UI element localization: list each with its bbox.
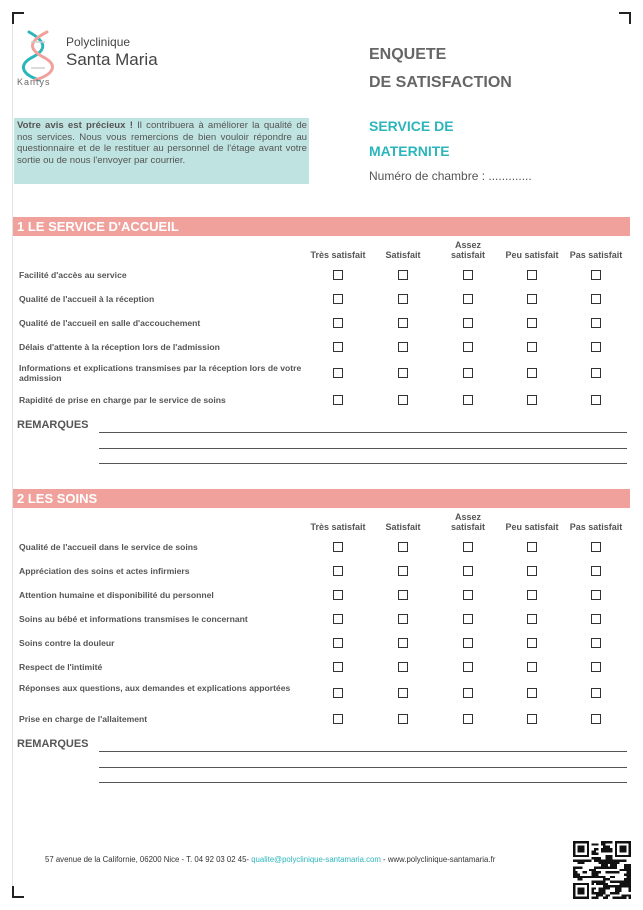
column-header: Pas satisfait (569, 522, 623, 532)
rating-checkbox[interactable] (333, 342, 343, 352)
question-label: Qualité de l'accueil en salle d'accouchement (19, 318, 201, 328)
rating-checkbox[interactable] (333, 590, 343, 600)
rating-checkbox[interactable] (333, 395, 343, 405)
brand-line1: Polyclinique (66, 35, 131, 49)
brand-line2: Santa Maria (66, 50, 158, 69)
rating-checkbox[interactable] (463, 714, 473, 724)
rating-checkbox[interactable] (333, 318, 343, 328)
footer (45, 855, 495, 864)
logo-caption: Kantys (17, 77, 51, 87)
intro-text: Il contribuera à améliorer la qualité de nos services. Nous vous remercions de bien vouloir répondre au questionnaire et de le restituer au personnel de l'étage avant votre sortie ou de nous l'envoyer par courrier. (17, 120, 307, 166)
rating-checkbox[interactable] (527, 662, 537, 672)
rating-checkbox[interactable] (333, 638, 343, 648)
rating-checkbox[interactable] (333, 270, 343, 280)
question-label: Délais d'attente à la réception lors de l'admission (19, 342, 220, 352)
rating-checkbox[interactable] (527, 318, 537, 328)
footer-email[interactable]: qualite@polyclinique-santamaria.com (251, 855, 381, 864)
crop-mark-bottom-left (12, 886, 24, 898)
column-header: Peu satisfait (505, 522, 559, 532)
column-header: Assez satisfait (450, 240, 485, 260)
rating-checkbox[interactable] (591, 638, 601, 648)
crop-mark-top-right (619, 12, 631, 24)
rating-checkbox[interactable] (333, 566, 343, 576)
rating-checkbox[interactable] (591, 395, 601, 405)
question-label: Réponses aux questions, aux demandes et explications apportées (19, 683, 291, 693)
rating-checkbox[interactable] (398, 590, 408, 600)
room-number-field[interactable]: Numéro de chambre : ............. (369, 169, 532, 183)
rating-checkbox[interactable] (527, 688, 537, 698)
rating-checkbox[interactable] (398, 368, 408, 378)
rating-checkbox[interactable] (463, 395, 473, 405)
rating-checkbox[interactable] (591, 590, 601, 600)
rating-checkbox[interactable] (527, 395, 537, 405)
rating-checkbox[interactable] (398, 614, 408, 624)
question-label: Qualité de l'accueil dans le service de soins (19, 542, 198, 552)
rating-checkbox[interactable] (527, 270, 537, 280)
question-label: Facilité d'accès au service (19, 270, 127, 280)
rating-checkbox[interactable] (398, 638, 408, 648)
footer-separator: - (380, 855, 388, 864)
rating-checkbox[interactable] (398, 395, 408, 405)
rating-checkbox[interactable] (333, 614, 343, 624)
rating-checkbox[interactable] (463, 342, 473, 352)
rating-checkbox[interactable] (527, 368, 537, 378)
remarks-label: REMARQUES (17, 419, 89, 431)
rating-checkbox[interactable] (333, 688, 343, 698)
service-line1: SERVICE DE (369, 118, 454, 134)
question-label: Soins contre la douleur (19, 638, 115, 648)
rating-checkbox[interactable] (398, 566, 408, 576)
rating-checkbox[interactable] (591, 270, 601, 280)
remarks-line[interactable] (99, 463, 627, 464)
question-label: Respect de l'intimité (19, 662, 103, 672)
rating-checkbox[interactable] (527, 638, 537, 648)
intro-bold-lead: Votre avis est précieux ! (17, 120, 133, 131)
remarks-line[interactable] (99, 448, 627, 449)
rating-checkbox[interactable] (463, 614, 473, 624)
rating-checkbox[interactable] (527, 614, 537, 624)
question-label: Prise en charge de l'allaitement (19, 714, 148, 724)
remarks-line[interactable] (99, 751, 627, 752)
rating-checkbox[interactable] (591, 688, 601, 698)
rating-checkbox[interactable] (591, 294, 601, 304)
crop-mark-top-left (12, 12, 24, 24)
question-label: Appréciation des soins et actes infirmiers (19, 566, 190, 576)
column-header: Très satisfait (310, 522, 366, 532)
rating-checkbox[interactable] (591, 714, 601, 724)
rating-checkbox[interactable] (398, 294, 408, 304)
column-header: Très satisfait (310, 250, 366, 260)
rating-checkbox[interactable] (398, 714, 408, 724)
title-line2: DE SATISFACTION (369, 74, 512, 91)
rating-checkbox[interactable] (463, 662, 473, 672)
remarks-line[interactable] (99, 782, 627, 783)
margin-line (12, 24, 13, 886)
rating-checkbox[interactable] (463, 318, 473, 328)
column-header: Satisfait (385, 250, 421, 260)
rating-checkbox[interactable] (591, 318, 601, 328)
rating-checkbox[interactable] (398, 270, 408, 280)
rating-checkbox[interactable] (463, 368, 473, 378)
question-label: Rapidité de prise en charge par le service de soins (19, 395, 226, 405)
intro-box (14, 118, 309, 184)
title-line1: ENQUETE (369, 46, 447, 63)
rating-checkbox[interactable] (398, 542, 408, 552)
rating-checkbox[interactable] (463, 270, 473, 280)
rating-checkbox[interactable] (463, 688, 473, 698)
footer-website[interactable]: www.polyclinique-santamaria.fr (387, 855, 496, 864)
rating-checkbox[interactable] (527, 566, 537, 576)
rating-checkbox[interactable] (591, 368, 601, 378)
rating-checkbox[interactable] (527, 342, 537, 352)
question-label: Soins au bébé et informations transmises le concernant (19, 614, 248, 624)
rating-checkbox[interactable] (591, 662, 601, 672)
rating-checkbox[interactable] (463, 566, 473, 576)
column-header: Peu satisfait (505, 250, 559, 260)
column-header: Pas satisfait (569, 250, 623, 260)
qr-code-icon (572, 841, 632, 899)
remarks-label: REMARQUES (17, 738, 89, 750)
rating-checkbox[interactable] (591, 342, 601, 352)
rating-checkbox[interactable] (463, 590, 473, 600)
column-header: Assez satisfait (450, 512, 485, 532)
rating-checkbox[interactable] (527, 542, 537, 552)
rating-checkbox[interactable] (527, 714, 537, 724)
rating-checkbox[interactable] (463, 294, 473, 304)
column-header: Satisfait (385, 522, 421, 532)
rating-checkbox[interactable] (463, 638, 473, 648)
remarks-line[interactable] (99, 432, 627, 433)
rating-checkbox[interactable] (333, 542, 343, 552)
rating-checkbox[interactable] (591, 566, 601, 576)
rating-checkbox[interactable] (333, 714, 343, 724)
rating-checkbox[interactable] (398, 662, 408, 672)
question-label: Informations et explications transmises par la réception lors de votre admission (19, 363, 302, 383)
footer-address: 57 avenue de la Californie, 06200 Nice - T. 04 92 03 02 45- (45, 855, 252, 864)
rating-checkbox[interactable] (333, 294, 343, 304)
rating-checkbox[interactable] (398, 342, 408, 352)
rating-checkbox[interactable] (333, 368, 343, 378)
rating-checkbox[interactable] (398, 688, 408, 698)
remarks-line[interactable] (99, 767, 627, 768)
rating-checkbox[interactable] (398, 318, 408, 328)
rating-checkbox[interactable] (591, 614, 601, 624)
section-title: 1 LE SERVICE D'ACCUEIL (13, 217, 630, 236)
rating-checkbox[interactable] (591, 542, 601, 552)
question-label: Qualité de l'accueil à la réception (19, 294, 155, 304)
section-title: 2 LES SOINS (13, 489, 630, 508)
question-label: Attention humaine et disponibilité du personnel (19, 590, 214, 600)
service-line2: MATERNITE (369, 143, 450, 159)
rating-checkbox[interactable] (527, 590, 537, 600)
rating-checkbox[interactable] (463, 542, 473, 552)
rating-checkbox[interactable] (527, 294, 537, 304)
rating-checkbox[interactable] (333, 662, 343, 672)
